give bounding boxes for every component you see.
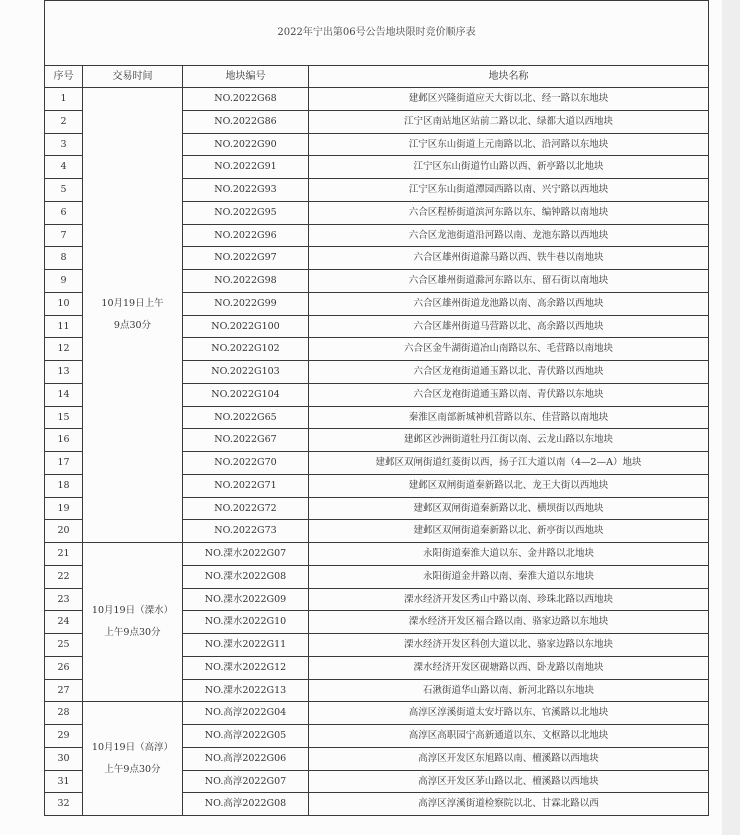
row-number: 24 — [45, 611, 83, 634]
parcel-code: NO.高淳2022G08 — [183, 793, 309, 816]
parcel-code: NO.溧水2022G10 — [183, 611, 309, 634]
parcel-code: NO.2022G96 — [183, 224, 309, 247]
trade-time-cell — [83, 543, 183, 702]
parcel-code: NO.高淳2022G07 — [183, 770, 309, 793]
parcel-name: 溧水经济开发区砚塘路以西、卧龙路以南地块 — [309, 656, 709, 679]
row-number: 18 — [45, 474, 83, 497]
page-edge — [722, 0, 740, 835]
parcel-name: 六合区龙袍街道通玉路以北、青伏路以西地块 — [309, 361, 709, 384]
parcel-code: NO.2022G91 — [183, 156, 309, 179]
parcel-name: 高淳区淳溪街道太安圩路以东、官溪路以北地块 — [309, 702, 709, 725]
row-number: 31 — [45, 770, 83, 793]
parcel-name: 高淳区淳溪街道检察院以北、甘霖北路以西 — [309, 793, 709, 816]
row-number: 6 — [45, 201, 83, 224]
parcel-name: 六合区雄州街道滁河东路以东、留石街以南地块 — [309, 270, 709, 293]
row-number: 2 — [45, 110, 83, 133]
parcel-name: 溧水经济开发区秀山中路以南、珍珠北路以西地块 — [309, 588, 709, 611]
parcel-name: 永阳街道秦淮大道以东、金井路以北地块 — [309, 543, 709, 566]
trade-time-hour: 上午9点30分 — [104, 627, 161, 639]
row-number: 22 — [45, 565, 83, 588]
parcel-name: 高淳区高职园宁高新通道以东、文枢路以北地块 — [309, 725, 709, 748]
parcel-name: 建邺区双闸街道秦新路以北、新亭街以西地块 — [309, 520, 709, 543]
trade-time-date: 10月19日（溧水） — [91, 605, 174, 617]
parcel-code: NO.2022G104 — [183, 383, 309, 406]
parcel-name: 江宁区南站地区站前二路以北、绿都大道以西地块 — [309, 110, 709, 133]
parcel-code: NO.溧水2022G12 — [183, 656, 309, 679]
parcel-code: NO.溧水2022G11 — [183, 634, 309, 657]
auction-order-table — [44, 0, 709, 816]
parcel-code: NO.2022G73 — [183, 520, 309, 543]
table-row — [45, 702, 709, 725]
parcel-name: 江宁区东山街道潭园西路以南、兴宁路以西地块 — [309, 179, 709, 202]
parcel-name: 江宁区东山街道竹山路以西、新亭路以北地块 — [309, 156, 709, 179]
parcel-code: NO.2022G98 — [183, 270, 309, 293]
parcel-code: NO.溧水2022G13 — [183, 679, 309, 702]
row-number: 29 — [45, 725, 83, 748]
row-number: 30 — [45, 747, 83, 770]
row-number: 32 — [45, 793, 83, 816]
parcel-code: NO.2022G90 — [183, 133, 309, 156]
parcel-name: 六合区雄州街道龙池路以南、高余路以西地块 — [309, 292, 709, 315]
row-number: 12 — [45, 338, 83, 361]
header-time: 交易时间 — [83, 66, 183, 88]
row-number: 4 — [45, 156, 83, 179]
parcel-name: 高淳区开发区茅山路以北、檀溪路以西地块 — [309, 770, 709, 793]
parcel-code: NO.2022G99 — [183, 292, 309, 315]
parcel-code: NO.2022G67 — [183, 429, 309, 452]
row-number: 7 — [45, 224, 83, 247]
parcel-code: NO.高淳2022G05 — [183, 725, 309, 748]
row-number: 27 — [45, 679, 83, 702]
parcel-name: 建邺区兴隆街道应天大街以北、经一路以东地块 — [309, 88, 709, 111]
parcel-code: NO.溧水2022G08 — [183, 565, 309, 588]
row-number: 14 — [45, 383, 83, 406]
parcel-name: 江宁区东山街道上元南路以北、沿河路以东地块 — [309, 133, 709, 156]
row-number: 13 — [45, 361, 83, 384]
row-number: 25 — [45, 634, 83, 657]
row-number: 10 — [45, 292, 83, 315]
row-number: 8 — [45, 247, 83, 270]
row-number: 23 — [45, 588, 83, 611]
parcel-name: 六合区金牛湖街道冶山南路以东、毛营路以南地块 — [309, 338, 709, 361]
parcel-name: 永阳街道金井路以南、秦淮大道以东地块 — [309, 565, 709, 588]
parcel-code: NO.高淳2022G06 — [183, 747, 309, 770]
parcel-code: NO.高淳2022G04 — [183, 702, 309, 725]
parcel-name: 建邺区沙洲街道牡丹江街以南、云龙山路以东地块 — [309, 429, 709, 452]
parcel-code: NO.2022G102 — [183, 338, 309, 361]
parcel-name: 秦淮区南部新城神机营路以东、佳营路以南地块 — [309, 406, 709, 429]
parcel-code: NO.2022G71 — [183, 474, 309, 497]
parcel-name: 六合区龙池街道沿河路以南、龙池东路以西地块 — [309, 224, 709, 247]
trade-time-date: 10月19日上午 — [101, 298, 164, 309]
parcel-name: 溧水经济开发区科创大道以北、骆家边路以东地块 — [309, 634, 709, 657]
parcel-name: 建邺区双闸街道秦新路以北、龙王大街以西地块 — [309, 474, 709, 497]
parcel-name: 建邺区双闸街道秦新路以北、横坝街以西地块 — [309, 497, 709, 520]
parcel-code: NO.2022G65 — [183, 406, 309, 429]
parcel-code: NO.2022G68 — [183, 88, 309, 111]
parcel-name: 六合区龙袍街道通玉路以南、青伏路以东地块 — [309, 383, 709, 406]
trade-time-hour: 9点30分 — [113, 320, 152, 331]
row-number: 11 — [45, 315, 83, 338]
table-row — [45, 543, 709, 566]
row-number: 26 — [45, 656, 83, 679]
parcel-name: 六合区程桥街道滨河东路以东、编钟路以南地块 — [309, 201, 709, 224]
row-number: 1 — [45, 88, 83, 111]
parcel-code: NO.2022G93 — [183, 179, 309, 202]
parcel-code: NO.2022G86 — [183, 110, 309, 133]
row-number: 20 — [45, 520, 83, 543]
parcel-code: NO.溧水2022G07 — [183, 543, 309, 566]
parcel-name: 六合区雄州街道马营路以北、高余路以西地块 — [309, 315, 709, 338]
parcel-code: NO.2022G97 — [183, 247, 309, 270]
row-number: 16 — [45, 429, 83, 452]
parcel-name: 溧水经济开发区福合路以南、骆家边路以东地块 — [309, 611, 709, 634]
trade-time-cell — [83, 88, 183, 543]
table-title: 2022年宁出第06号公告地块限时竞价顺序表 — [45, 1, 709, 66]
row-number: 5 — [45, 179, 83, 202]
row-number: 9 — [45, 270, 83, 293]
parcel-code: NO.2022G72 — [183, 497, 309, 520]
row-number: 15 — [45, 406, 83, 429]
parcel-code: NO.2022G103 — [183, 361, 309, 384]
parcel-code: NO.溧水2022G09 — [183, 588, 309, 611]
trade-time-date: 10月19日（高淳） — [91, 741, 174, 753]
row-number: 3 — [45, 133, 83, 156]
parcel-name: 高淳区开发区东旭路以南、檀溪路以西地块 — [309, 747, 709, 770]
header-code: 地块编号 — [183, 66, 309, 88]
header-name: 地块名称 — [309, 66, 709, 88]
row-number: 17 — [45, 452, 83, 475]
parcel-name: 建邺区双闸街道红菱街以西，扬子江大道以南（4—2—A）地块 — [309, 452, 709, 475]
table-row — [45, 88, 709, 111]
trade-time-cell — [83, 702, 183, 816]
row-number: 28 — [45, 702, 83, 725]
parcel-code: NO.2022G95 — [183, 201, 309, 224]
row-number: 19 — [45, 497, 83, 520]
parcel-code: NO.2022G100 — [183, 315, 309, 338]
header-no: 序号 — [45, 66, 83, 88]
parcel-name: 六合区雄州街道滁马路以西、铁牛巷以南地块 — [309, 247, 709, 270]
parcel-code: NO.2022G70 — [183, 452, 309, 475]
parcel-name: 石湫街道华山路以南、新河北路以东地块 — [309, 679, 709, 702]
trade-time-hour: 上午9点30分 — [104, 763, 161, 775]
row-number: 21 — [45, 543, 83, 566]
